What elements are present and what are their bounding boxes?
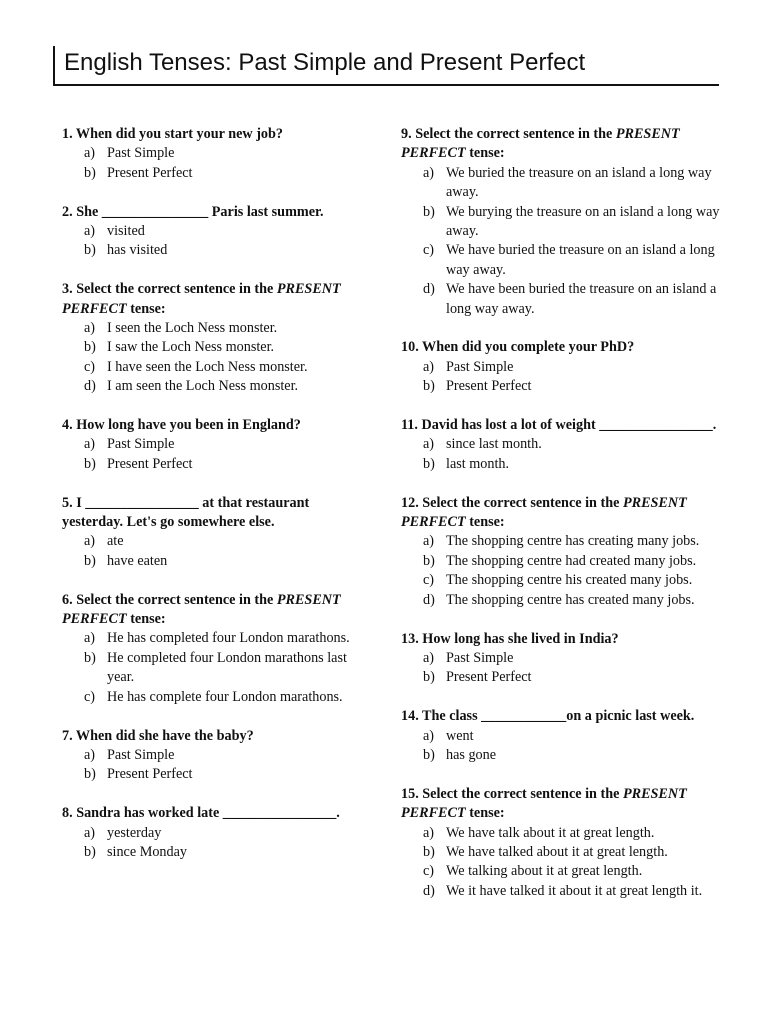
- option-letter: c): [423, 242, 435, 259]
- question-stem: [401, 494, 721, 533]
- question-text: 15. Select the correct sentence in the: [401, 785, 623, 802]
- question-text: tense:: [126, 611, 166, 628]
- option-letter: b): [423, 552, 435, 569]
- option-text: We burying the treasure on an island a long way away.: [446, 203, 720, 240]
- option-letter: c): [423, 863, 435, 880]
- right-column: [401, 125, 721, 921]
- question-stem: [62, 125, 372, 144]
- question-stem: [401, 125, 721, 164]
- option-text: We it have talked it about it at great length it.: [446, 882, 703, 899]
- option-letter: a): [423, 824, 435, 841]
- option-letter: a): [423, 727, 435, 744]
- option-text: He has complete four London marathons.: [107, 688, 343, 705]
- answer-option: [62, 164, 372, 183]
- option-text: have eaten: [107, 552, 168, 569]
- answer-option: [62, 629, 372, 648]
- option-letter: a): [423, 436, 435, 453]
- question-block: [62, 416, 372, 474]
- title-frame: [53, 46, 719, 86]
- answer-option: [401, 746, 721, 765]
- question-text: 9. Select the correct sentence in the: [401, 126, 616, 142]
- option-letter: c): [423, 572, 435, 589]
- option-letter: b): [84, 649, 96, 666]
- answer-option: [401, 882, 721, 901]
- question-block: [401, 785, 721, 901]
- question-block: [62, 125, 372, 183]
- question-block: [62, 727, 372, 785]
- option-text: Present Perfect: [107, 455, 193, 472]
- option-text: has visited: [107, 242, 168, 259]
- answer-options: [62, 824, 372, 863]
- answer-options: [401, 532, 721, 610]
- option-text: The shopping centre had created many jobs.: [446, 552, 697, 569]
- answer-option: [62, 319, 372, 338]
- question-stem: [401, 416, 721, 435]
- answer-option: [401, 241, 721, 280]
- question-stem: [62, 203, 372, 222]
- question-text: 6. Select the correct sentence in the: [62, 591, 277, 608]
- answer-options: [401, 435, 721, 474]
- answer-option: [401, 377, 721, 396]
- option-letter: c): [84, 358, 96, 375]
- option-text: We have talk about it at great length.: [446, 824, 655, 841]
- answer-option: [401, 571, 721, 590]
- question-text: 7. When did she have the baby?: [62, 727, 254, 744]
- option-text: I have seen the Loch Ness monster.: [107, 358, 308, 375]
- option-letter: b): [84, 339, 96, 356]
- answer-options: [62, 144, 372, 183]
- option-letter: d): [84, 378, 96, 395]
- question-stem: [401, 707, 721, 726]
- option-letter: c): [84, 688, 96, 705]
- option-letter: a): [84, 824, 96, 841]
- option-text: Present Perfect: [446, 669, 532, 686]
- answer-option: [62, 532, 372, 551]
- option-letter: a): [423, 649, 435, 666]
- option-letter: b): [423, 669, 435, 686]
- tense-emphasis: PRESENT PERFECT: [62, 281, 341, 317]
- answer-options: [62, 435, 372, 474]
- answer-options: [401, 649, 721, 688]
- answer-option: [62, 222, 372, 241]
- left-column: [62, 125, 372, 882]
- question-text: 3. Select the correct sentence in the: [62, 281, 277, 298]
- question-stem: [62, 416, 372, 435]
- question-text: 13. How long has she lived in India?: [401, 630, 619, 647]
- question-text: 11. David has lost a lot of weight ________________.: [401, 417, 717, 434]
- option-text: We have been buried the treasure on an island a long way away.: [446, 281, 717, 317]
- answer-options: [62, 746, 372, 785]
- tense-emphasis: PRESENT PERFECT: [401, 126, 680, 162]
- answer-option: [62, 144, 372, 163]
- option-text: We have buried the treasure on an island a long way away.: [446, 242, 715, 278]
- option-text: Present Perfect: [446, 378, 532, 395]
- answer-option: [401, 280, 721, 319]
- tense-emphasis: PRESENT PERFECT: [401, 494, 687, 531]
- option-letter: a): [84, 746, 96, 763]
- answer-option: [62, 746, 372, 765]
- answer-option: [62, 241, 372, 260]
- answer-options: [62, 629, 372, 707]
- answer-option: [401, 824, 721, 843]
- option-letter: a): [84, 630, 96, 647]
- option-text: Past Simple: [446, 358, 514, 375]
- option-letter: b): [84, 242, 96, 259]
- option-text: We buried the treasure on an island a long way away.: [446, 164, 712, 201]
- option-letter: b): [423, 746, 435, 763]
- option-letter: a): [423, 164, 435, 181]
- question-text: tense:: [465, 514, 505, 531]
- option-text: last month.: [446, 455, 510, 472]
- question-text: 8. Sandra has worked late ________________.: [62, 805, 340, 822]
- question-text: 5. I ________________ at that restaurant yesterday. Let's go somewhere else.: [62, 494, 310, 531]
- option-text: yesterday: [107, 824, 162, 841]
- answer-option: [62, 338, 372, 357]
- question-text: 2. She _______________ Paris last summer.: [62, 203, 324, 220]
- answer-options: [401, 358, 721, 397]
- answer-option: [401, 668, 721, 687]
- option-text: We talking about it at great length.: [446, 863, 643, 880]
- option-letter: d): [423, 281, 435, 298]
- question-stem: [62, 494, 372, 533]
- answer-option: [401, 591, 721, 610]
- answer-option: [401, 649, 721, 668]
- option-letter: a): [84, 223, 96, 240]
- answer-option: [401, 727, 721, 746]
- tense-emphasis: PRESENT PERFECT: [62, 591, 341, 628]
- answer-option: [62, 358, 372, 377]
- option-text: Past Simple: [107, 436, 175, 453]
- option-text: Present Perfect: [107, 766, 193, 783]
- question-block: [401, 707, 721, 765]
- option-letter: b): [84, 766, 96, 783]
- answer-option: [401, 843, 721, 862]
- answer-option: [401, 435, 721, 454]
- question-text: 10. When did you complete your PhD?: [401, 339, 635, 356]
- question-block: [62, 494, 372, 572]
- option-letter: b): [423, 203, 435, 220]
- question-stem: [62, 591, 372, 630]
- question-block: [62, 591, 372, 707]
- option-text: Past Simple: [446, 649, 514, 666]
- question-text: tense:: [465, 805, 505, 822]
- answer-option: [62, 765, 372, 784]
- answer-option: [401, 358, 721, 377]
- option-text: ate: [107, 533, 124, 550]
- answer-option: [62, 435, 372, 454]
- question-stem: [401, 630, 721, 649]
- answer-options: [62, 532, 372, 571]
- option-letter: b): [84, 552, 96, 569]
- option-text: visited: [107, 223, 145, 240]
- option-text: Past Simple: [107, 746, 175, 763]
- question-text: 4. How long have you been in England?: [62, 417, 301, 434]
- page-title: English Tenses: Past Simple and Present Perfect: [64, 49, 586, 76]
- answer-option: [62, 824, 372, 843]
- option-text: went: [446, 727, 474, 744]
- option-text: We have talked about it at great length.: [446, 843, 668, 860]
- question-text: 1. When did you start your new job?: [62, 126, 283, 142]
- answer-option: [62, 377, 372, 396]
- option-letter: a): [423, 358, 435, 375]
- question-stem: [62, 280, 372, 319]
- option-text: The shopping centre has created many jobs.: [446, 591, 695, 608]
- answer-option: [62, 552, 372, 571]
- option-letter: d): [423, 591, 435, 608]
- answer-options: [62, 222, 372, 261]
- question-block: [401, 125, 721, 319]
- tense-emphasis: PRESENT PERFECT: [401, 785, 687, 822]
- answer-options: [62, 319, 372, 397]
- answer-option: [62, 649, 372, 688]
- question-text: tense:: [126, 300, 166, 317]
- answer-option: [401, 532, 721, 551]
- option-text: I saw the Loch Ness monster.: [107, 339, 275, 356]
- question-block: [401, 630, 721, 688]
- question-stem: [401, 338, 721, 357]
- question-stem: [401, 785, 721, 824]
- option-text: Present Perfect: [107, 164, 193, 181]
- option-text: since last month.: [446, 436, 542, 453]
- answer-option: [62, 455, 372, 474]
- option-text: I am seen the Loch Ness monster.: [107, 378, 299, 395]
- question-block: [401, 494, 721, 610]
- question-text: tense:: [465, 145, 505, 162]
- question-text: 12. Select the correct sentence in the: [401, 494, 623, 511]
- option-letter: a): [84, 533, 96, 550]
- option-text: Past Simple: [107, 145, 175, 162]
- answer-option: [401, 203, 721, 242]
- question-stem: [62, 804, 372, 823]
- answer-option: [62, 843, 372, 862]
- option-text: since Monday: [107, 843, 187, 860]
- answer-option: [401, 862, 721, 881]
- question-text: 14. The class ____________on a picnic last week.: [401, 708, 695, 725]
- question-block: [62, 804, 372, 862]
- option-text: He completed four London marathons last year.: [107, 649, 347, 686]
- option-letter: b): [84, 455, 96, 472]
- option-text: has gone: [446, 746, 497, 763]
- option-letter: b): [423, 843, 435, 860]
- option-letter: b): [423, 378, 435, 395]
- answer-option: [401, 164, 721, 203]
- option-text: He has completed four London marathons.: [107, 630, 350, 647]
- option-letter: b): [84, 164, 96, 181]
- answer-option: [401, 455, 721, 474]
- option-letter: d): [423, 882, 435, 899]
- question-block: [62, 203, 372, 261]
- option-letter: a): [84, 320, 96, 337]
- option-letter: a): [84, 436, 96, 453]
- question-block: [401, 338, 721, 396]
- option-letter: a): [423, 533, 435, 550]
- option-text: The shopping centre his created many jobs.: [446, 572, 693, 589]
- option-letter: b): [84, 843, 96, 860]
- answer-options: [401, 164, 721, 319]
- answer-option: [401, 552, 721, 571]
- answer-option: [62, 688, 372, 707]
- option-text: I seen the Loch Ness monster.: [107, 320, 278, 337]
- option-letter: b): [423, 455, 435, 472]
- question-block: [62, 280, 372, 396]
- answer-options: [401, 727, 721, 766]
- option-letter: a): [84, 145, 96, 162]
- question-stem: [62, 727, 372, 746]
- option-text: The shopping centre has creating many jobs.: [446, 533, 700, 550]
- question-block: [401, 416, 721, 474]
- answer-options: [401, 824, 721, 902]
